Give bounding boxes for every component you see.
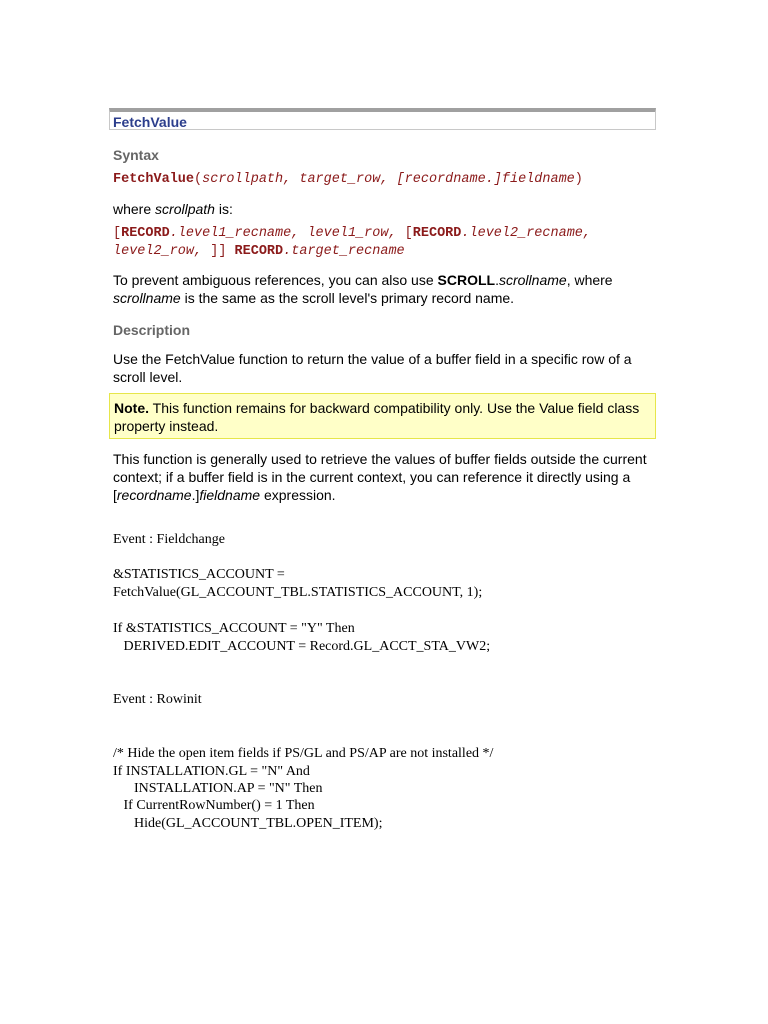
context-text: This function is generally used to retrieve the values of buffer fields outside the current context; if a buffer field is in the current context, you can reference it directly using a [recordname.]fieldname expression. <box>113 451 647 503</box>
scrollpath-line-2: level2_row, ]] RECORD.target_recname <box>113 244 405 259</box>
scrollpath-line-1: [RECORD.level1_recname, level1_row, [RECORD.level2_recname, <box>113 226 592 241</box>
open-paren: ( <box>194 172 203 187</box>
function-args: scrollpath, target_row, [recordname.]fieldname <box>202 172 575 187</box>
example-code-line: If &STATISTICS_ACCOUNT = "Y" Then <box>113 621 355 636</box>
example-code-line: DERIVED.EDIT_ACCOUNT = Record.GL_ACCT_STA_VW2; <box>113 639 491 654</box>
example-code-line: If INSTALLATION.GL = "N" And <box>113 764 310 779</box>
note-text: This function remains for backward compatibility only. Use the Value field class property instead. <box>114 400 640 434</box>
example-code-line: &STATISTICS_ACCOUNT = <box>113 567 285 582</box>
where-line: where scrollpath is: <box>113 201 233 217</box>
example-code-line: If CurrentRowNumber() = 1 Then <box>113 798 315 813</box>
description-text: Use the FetchValue function to return the value of a buffer field in a specific row of a scroll level. <box>113 351 632 385</box>
where-term: scrollpath <box>155 201 215 217</box>
description-heading: Description <box>113 322 191 338</box>
note-box <box>109 393 656 439</box>
syntax-heading: Syntax <box>113 147 159 163</box>
example-comment-line: /* Hide the open item fields if PS/GL and PS/AP are not installed */ <box>113 746 494 761</box>
example-code-line: Hide(GL_ACCOUNT_TBL.OPEN_ITEM); <box>113 816 383 831</box>
example-event-rowinit: Event : Rowinit <box>113 692 202 707</box>
close-paren: ) <box>574 172 583 187</box>
topic-title-bar <box>109 108 656 130</box>
note-label: Note. <box>114 400 149 416</box>
example-code-line: INSTALLATION.AP = "N" Then <box>113 781 323 796</box>
example-code-line: FetchValue(GL_ACCOUNT_TBL.STATISTICS_ACCOUNT, 1); <box>113 585 483 600</box>
ambiguous-references-text: To prevent ambiguous references, you can also use SCROLL.scrollname, where scrollname is the same as the scroll level's primary record name. <box>113 272 613 306</box>
scroll-keyword: SCROLL <box>437 272 496 288</box>
function-name: FetchValue <box>113 172 195 187</box>
syntax-signature <box>113 172 583 187</box>
topic-title: FetchValue <box>113 114 187 130</box>
example-event-fieldchange: Event : Fieldchange <box>113 532 225 547</box>
